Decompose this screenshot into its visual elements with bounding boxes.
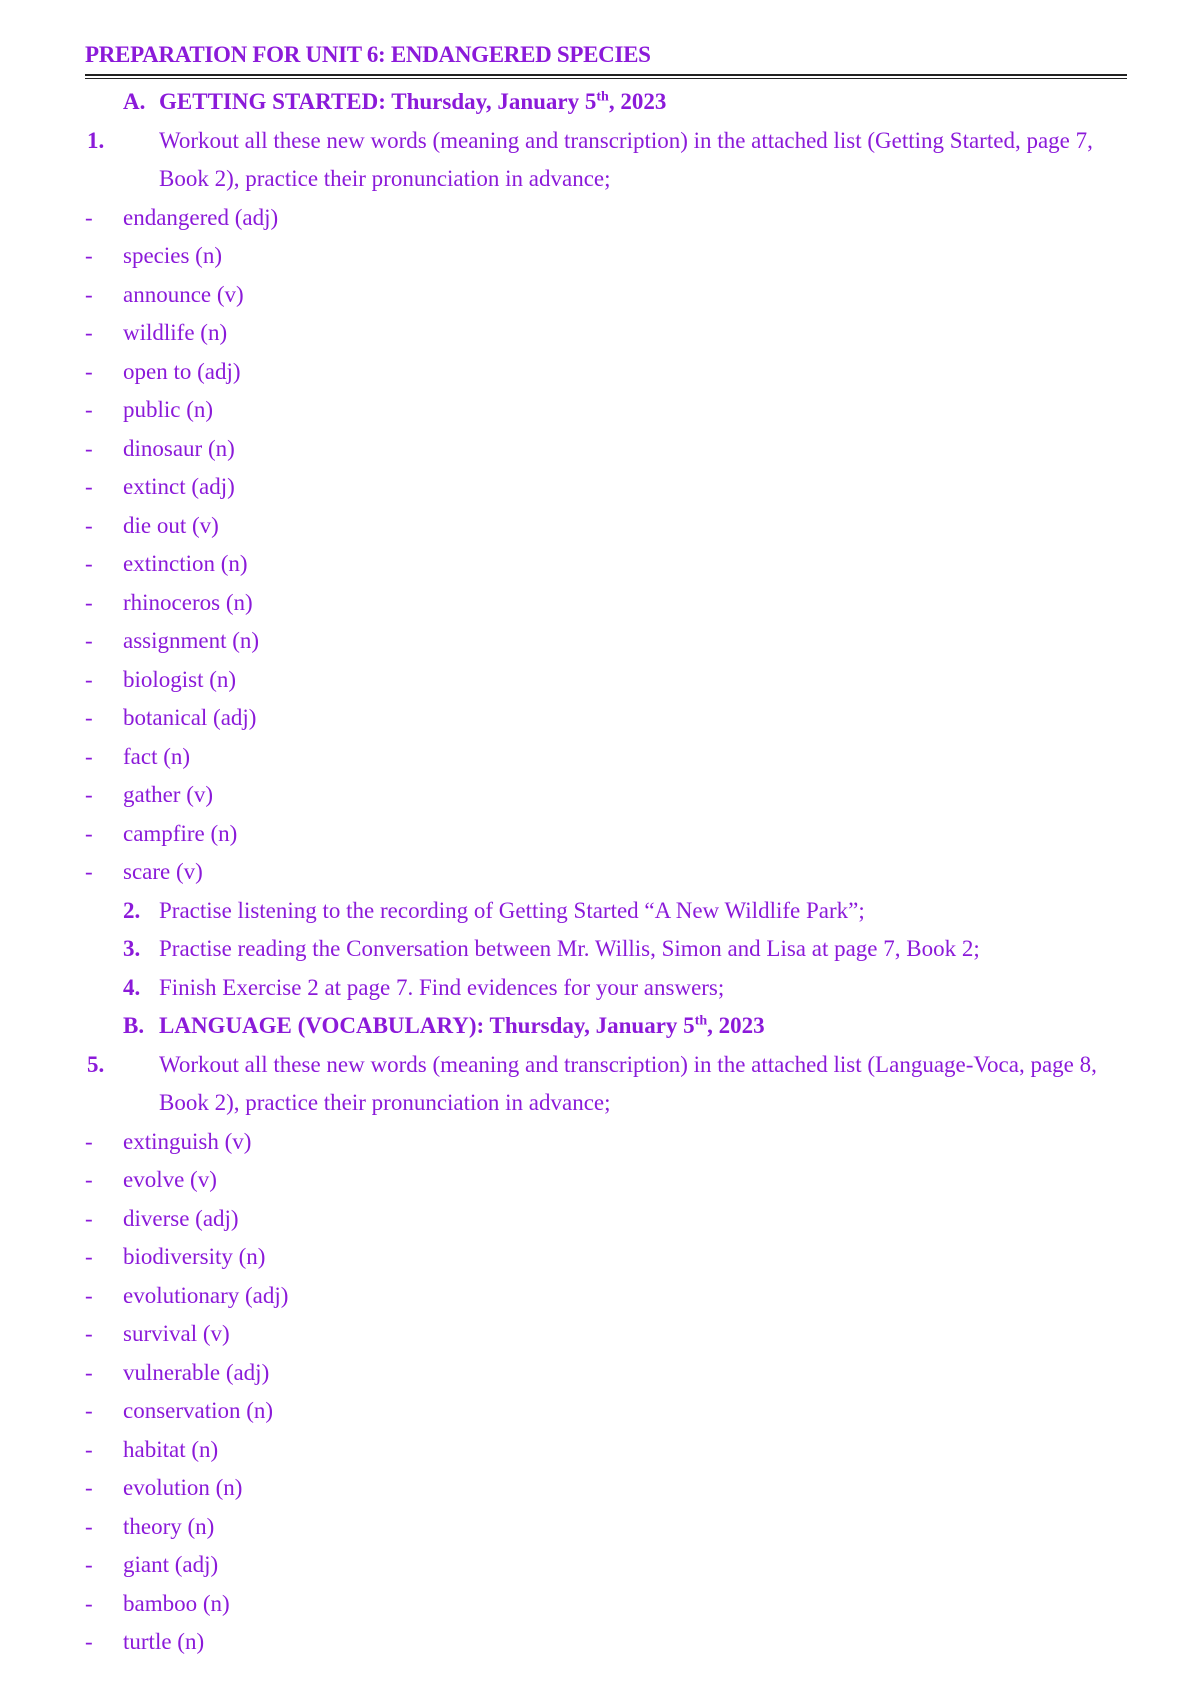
list-item [85, 1238, 1130, 1277]
vocabulary-word: campfire (n) [123, 820, 238, 846]
bullet-dash: - [85, 474, 93, 499]
vocabulary-word: fact (n) [123, 743, 191, 769]
list-item [85, 199, 1130, 238]
section-b-ordinal: th [694, 1013, 708, 1029]
vocabulary-word: evolve (v) [123, 1167, 217, 1192]
bullet-dash: - [85, 204, 93, 230]
list-item [85, 237, 1130, 276]
bullet-dash: - [85, 820, 93, 846]
vocabulary-word: survival (v) [123, 1321, 230, 1346]
task-3-number: 3. [123, 936, 141, 961]
list-item [85, 1354, 1130, 1393]
task-4-number: 4. [123, 974, 141, 1000]
vocabulary-word: vulnerable (adj) [123, 1359, 270, 1385]
vocabulary-word: conservation (n) [123, 1398, 274, 1423]
task-4-text: Finish Exercise 2 at page 7. Find evidences for your answers; [159, 974, 725, 1000]
bullet-dash: - [85, 1552, 93, 1577]
list-item [85, 391, 1130, 430]
vocabulary-word: die out (v) [123, 512, 219, 538]
document-title: PREPARATION FOR UNIT 6: ENDANGERED SPECIES [85, 42, 651, 67]
task-2 [85, 892, 1130, 931]
document-body [85, 83, 1130, 1662]
bullet-dash: - [85, 666, 93, 692]
list-item [85, 699, 1130, 738]
vocabulary-word: extinction (n) [123, 551, 248, 576]
bullet-dash: - [85, 743, 93, 769]
vocabulary-word: announce (v) [123, 281, 244, 307]
list-item [85, 1277, 1130, 1316]
task-3-text: Practise reading the Conversation between Mr. Willis, Simon and Lisa at page 7, Book 2; [159, 936, 980, 961]
vocabulary-word: botanical (adj) [123, 705, 257, 730]
list-item [85, 1546, 1130, 1585]
vocabulary-word: biologist (n) [123, 666, 237, 692]
bullet-dash: - [85, 320, 93, 345]
task-2-text: Practise listening to the recording of Getting Started “A New Wildlife Park”; [159, 897, 865, 923]
task-2-number: 2. [123, 897, 141, 923]
list-item [85, 584, 1130, 623]
section-b-title: LANGUAGE (VOCABULARY): Thursday, January 5 [159, 1013, 695, 1038]
task-4 [85, 969, 1130, 1008]
task-5-text: Workout all these new words (meaning and transcription) in the attached list (Language-Voca, page 8, Book 2), practice their pronunciation in advance; [159, 1051, 1097, 1115]
bullet-dash: - [85, 1359, 93, 1385]
bullet-dash: - [85, 281, 93, 307]
vocabulary-word: public (n) [123, 397, 214, 422]
vocabulary-word: gather (v) [123, 782, 214, 807]
word-list-a [85, 199, 1130, 892]
vocabulary-word: dinosaur (n) [123, 435, 235, 461]
list-item [85, 815, 1130, 854]
vocabulary-word: giant (adj) [123, 1552, 219, 1577]
section-b-heading [85, 1007, 1130, 1046]
list-item [85, 276, 1130, 315]
task-1 [85, 122, 1130, 199]
vocabulary-word: endangered (adj) [123, 204, 279, 230]
bullet-dash: - [85, 1321, 93, 1346]
vocabulary-word: assignment (n) [123, 628, 260, 653]
task-1-number: 1. [87, 127, 105, 153]
list-item [85, 1508, 1130, 1547]
list-item [85, 1469, 1130, 1508]
task-5-number: 5. [87, 1051, 105, 1077]
task-5 [85, 1046, 1130, 1123]
bullet-dash: - [85, 551, 93, 576]
bullet-dash: - [85, 1436, 93, 1462]
vocabulary-word: scare (v) [123, 859, 203, 884]
list-item [85, 1623, 1130, 1662]
list-item [85, 1431, 1130, 1470]
vocabulary-word: bamboo (n) [123, 1590, 230, 1616]
bullet-dash: - [85, 358, 93, 384]
bullet-dash: - [85, 628, 93, 653]
bullet-dash: - [85, 397, 93, 422]
bullet-dash: - [85, 1513, 93, 1539]
section-a-ordinal: th [596, 89, 609, 105]
bullet-dash: - [85, 1282, 93, 1308]
list-item [85, 1392, 1130, 1431]
task-1-text: Workout all these new words (meaning and transcription) in the attached list (Getting Started, page 7, Book 2), practice their pronunciation in advance; [159, 127, 1093, 191]
bullet-dash: - [85, 1475, 93, 1500]
bullet-dash: - [85, 859, 93, 884]
list-item [85, 661, 1130, 700]
bullet-dash: - [85, 1244, 93, 1269]
list-item [85, 545, 1130, 584]
list-item [85, 468, 1130, 507]
list-item [85, 1585, 1130, 1624]
vocabulary-word: extinguish (v) [123, 1128, 252, 1154]
list-item [85, 353, 1130, 392]
section-a-heading [85, 83, 1130, 122]
bullet-dash: - [85, 782, 93, 807]
title-double-rule [85, 74, 1127, 79]
list-item [85, 776, 1130, 815]
list-item [85, 1161, 1130, 1200]
bullet-dash: - [85, 512, 93, 538]
section-a-title: GETTING STARTED: Thursday, January 5 [159, 89, 597, 114]
vocabulary-word: theory (n) [123, 1513, 215, 1539]
section-a-letter: A. [123, 89, 146, 114]
bullet-dash: - [85, 589, 93, 615]
bullet-dash: - [85, 705, 93, 730]
vocabulary-word: diverse (adj) [123, 1205, 239, 1231]
bullet-dash: - [85, 1205, 93, 1231]
bullet-dash: - [85, 243, 93, 268]
vocabulary-word: species (n) [123, 243, 222, 268]
vocabulary-word: evolutionary (adj) [123, 1282, 289, 1308]
bullet-dash: - [85, 1590, 93, 1616]
vocabulary-word: extinct (adj) [123, 474, 235, 499]
bullet-dash: - [85, 1629, 93, 1654]
bullet-dash: - [85, 435, 93, 461]
vocabulary-word: open to (adj) [123, 358, 241, 384]
bullet-dash: - [85, 1398, 93, 1423]
list-item [85, 430, 1130, 469]
bullet-dash: - [85, 1167, 93, 1192]
word-list-b [85, 1123, 1130, 1662]
list-item [85, 1200, 1130, 1239]
vocabulary-word: habitat (n) [123, 1436, 219, 1462]
vocabulary-word: wildlife (n) [123, 320, 228, 345]
list-item [85, 738, 1130, 777]
section-b-year: , 2023 [707, 1013, 765, 1038]
task-3 [85, 930, 1130, 969]
vocabulary-word: turtle (n) [123, 1629, 205, 1654]
list-item [85, 853, 1130, 892]
list-item [85, 1315, 1130, 1354]
vocabulary-word: evolution (n) [123, 1475, 243, 1500]
bullet-dash: - [85, 1128, 93, 1154]
list-item [85, 622, 1130, 661]
list-item [85, 1123, 1130, 1162]
list-item [85, 314, 1130, 353]
list-item [85, 507, 1130, 546]
vocabulary-word: biodiversity (n) [123, 1244, 266, 1269]
section-b-letter: B. [123, 1013, 145, 1038]
section-a-year: , 2023 [608, 89, 667, 114]
vocabulary-word: rhinoceros (n) [123, 589, 253, 615]
